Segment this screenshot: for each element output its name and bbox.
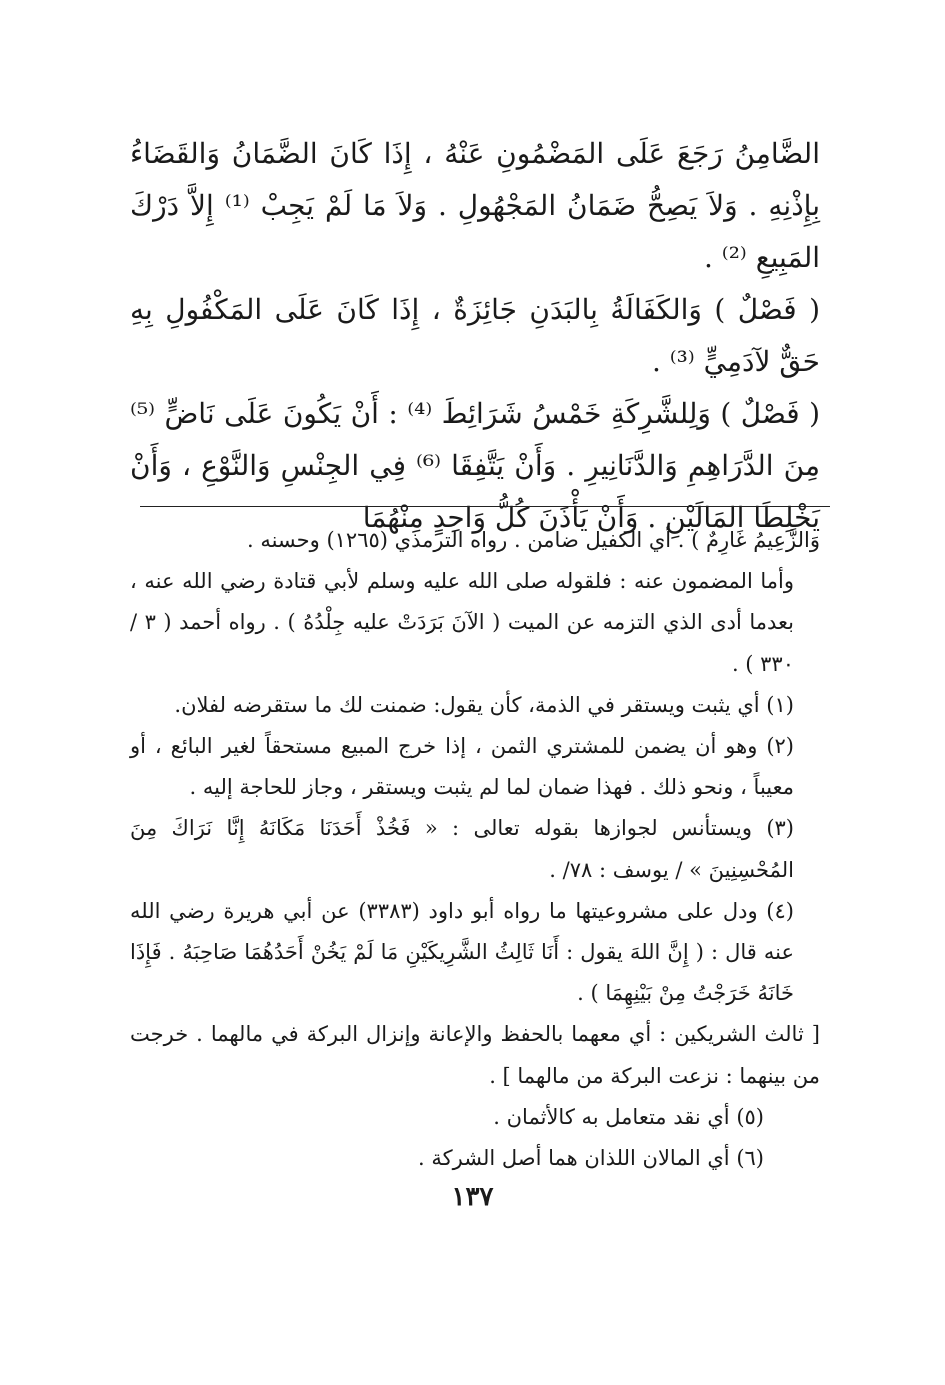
footnote-1: (١) أي يثبت ويستقر في الذمة، كأن يقول: ضمنت لك ما ستقرضه لفلان. xyxy=(174,692,794,717)
main-paragraph-guarantee: الضَّامِنُ رَجَعَ عَلَى المَضْمُونِ عَنْهُ ، إِذَا كَانَ الضَّمَانُ وَالقَضَاءُ بِإِذْنِهِ . وَلاَ يَصِحُّ ضَمَانُ المَجْهُولِ . وَلاَ مَا لَمْ يَجِبْ ⁽¹⁾ إِلاَّ دَرْكَ المَبِيعِ ⁽²⁾ . xyxy=(130,137,820,274)
footnotes-block xyxy=(130,520,820,1179)
footnote-continuation-1: وَالزَّعِيمُ غَارِمٌ ) . أي الكفيل ضامن . رواه الترمذي (١٢٦٥) وحسنه . xyxy=(246,528,820,552)
footnote-continuation-2: وأما المضمون عنه : فلقوله صلى الله عليه وسلم لأبي قتادة رضي الله عنه ، بعدما أدى الذي التزمه عن الميت ( الآنَ بَرَدَتْ عليه جِلْدُهُ ) . رواه أحمد ( ٣ / ٣٣٠ ) . xyxy=(130,569,794,676)
page-number: ١٣٧ xyxy=(451,1182,494,1212)
footnote-4-gloss: [ ثالث الشريكين : أي معهما بالحفظ والإعانة وإنزال البركة في مالهما . خرجت من بينهما : نزعت البركة من مالهما ] . xyxy=(130,1022,820,1088)
footnote-divider xyxy=(140,506,830,507)
main-text-block xyxy=(130,128,820,544)
footnote-2: (٢) وهو أن يضمن للمشتري الثمن ، إذا خرج المبيع مستحقاً لغير البائع ، أو معيباً ، ونحو ذلك . فهذا ضمان لما لم يثبت ويستقر ، وجاز للحاجة إليه . xyxy=(130,734,794,800)
main-paragraph-kafala: ( فَصْلٌ ) وَالكَفَالَةُ بِالبَدَنِ جَائِزَةٌ ، إِذَا كَانَ عَلَى المَكْفُولِ بِهِ حَقٌّ لآدَمِيٍّ ⁽³⁾ . xyxy=(130,293,820,378)
footnote-4: (٤) ودل على مشروعيتها ما رواه أبو داود (٣٣٨٣) عن أبي هريرة رضي الله عنه قال : ( إِنَّ اللهَ يقول : أَنَا ثَالِثُ الشَّرِيكَيْنِ مَا لَمْ يَخُنْ أَحَدُهُمَا صَاحِبَهُ . فَإِذَا خَانَهُ خَرَجْتُ مِنْ بَيْنِهِمَا ) . xyxy=(130,898,794,1006)
footnote-3: (٣) ويستأنس لجوازها بقوله تعالى : « فَخُذْ أَحَدَنَا مَكَانَهُ إِنَّا نَرَاكَ مِنَ المُحْسِنِينَ » / يوسف : ٧٨/ . xyxy=(130,816,794,882)
footnote-5: (٥) أي نقد متعامل به كالأثمان . xyxy=(493,1104,764,1129)
footnote-6: (٦) أي المالان اللذان هما أصل الشركة . xyxy=(418,1146,764,1171)
main-paragraph-partnership: ( فَصْلٌ ) وَلِلشَّرِكَةِ خَمْسُ شَرَائِطَ ⁽⁴⁾ : أَنْ يَكُونَ عَلَى نَاضٍّ ⁽⁵⁾ مِنَ الدَّرَاهِمِ وَالدَّنَانِيرِ . وَأَنْ يَتَّفِقَا ⁽⁶⁾ فِي الجِنْسِ وَالنَّوْعِ ، وَأَنْ يَخْلِطَا المَالَيْنِ . وَأَنْ يَأْذَنَ كُلُّ وَاحِدٍ مِنْهُمَا xyxy=(130,397,820,534)
